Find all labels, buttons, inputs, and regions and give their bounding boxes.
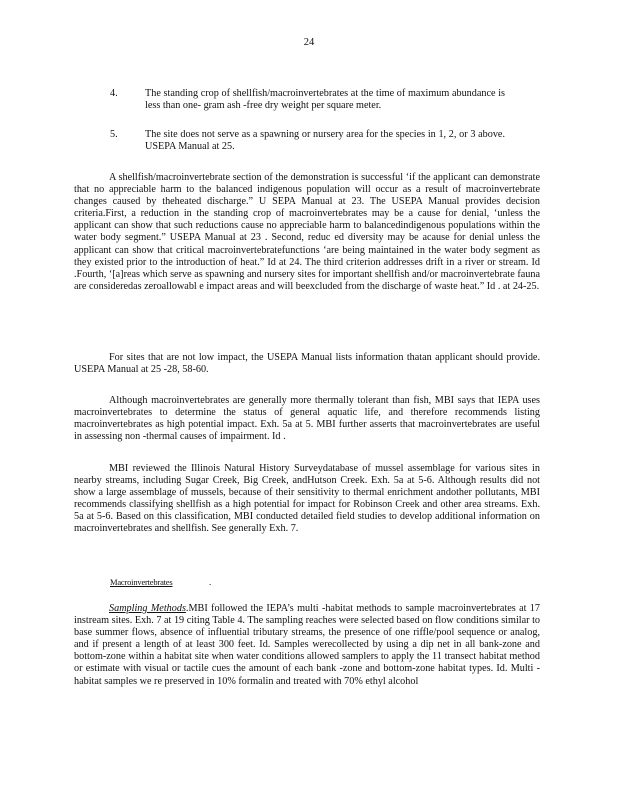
- paragraph-thermal-tolerance: [74, 395, 540, 443]
- list-item-text: The standing crop of shellfish/macroinvertebrates at the time of maximum abundance is less than one- gram ash -free dry weight per square meter.: [145, 88, 505, 112]
- sampling-methods-text: .MBI followed the IEPA’s multi -habitat methods to sample macroinvertebrates at 17 instream sites. Exh. 7 at 19 citing Table 4. The sampling reaches were selected based on flow conditions similar to base summer flows, absence of influential tributary streams, the presence of one riffle/pool sequence or analog, and if present a length of at least 300 feet. Id. Samples werecollected by using a dip net in all bank-zone and bottom-zone within a habitat site when water conditions allowed samplers to apply the 11 transect habitat method or estimate with visual or tactile cues the amount of each bank -zone and bottom-zone habitat types. Id. Multi - habitat samples we re preserved in 10% formalin and treated with 70% ethyl alcohol: [74, 603, 540, 687]
- paragraph-sampling-methods: [74, 603, 540, 688]
- list-item-number: 4.: [110, 88, 118, 99]
- paragraph-text: A shellfish/macroinvertebrate section of the demonstration is successful ‘if the applicant can demonstrate that no appreciable harm to the balanced indigenous population will occur as a result of macroinvertebrate changes caused by theheated discharge.” U SEPA Manual at 23. The USEPA Manual provides decision criteria.First, a reduction in the standing crop of macroinvertebrates may be a cause for denial, ‘unless the applicant can show that such reductions cause no appreciable harm to balancedindigenous populations within the water body segment.” USEPA Manual at 23 . Second, reduc ed diversity may be acause for denial unless the applicant can show that critical macroinvertebratefunctions ‘are being maintained in the water body segment as they existed prior to the introduction of heat.” Id at 24. The third criterion addresses drift in a river or stream. Id .Fourth, ‘[a]reas which serve as spawning and nursery sites for important shellfish and/or macroinvertebrate fauna are consideredas zeroallowabl e impact areas and will beexcluded from the discharge of waste heat.” Id . at 24-25.: [74, 172, 540, 292]
- paragraph-text: [74, 603, 540, 688]
- paragraph-text: Although macroinvertebrates are generally more thermally tolerant than fish, MBI says that IEPA uses macroinvertebrates to determine the status of general aquatic life, and therefore recommends listing macroinvertebrates as high potential impact. Exh. 5a at 5. MBI further asserts that macroinvertebrates are useful in assessing non -thermal causes of impairment. Id .: [74, 395, 540, 443]
- page-number: 24: [303, 37, 315, 48]
- list-item-number: 5.: [110, 129, 118, 140]
- paragraph-not-low-impact: [74, 352, 540, 376]
- list-item-text: The site does not serve as a spawning or nursery area for the species in 1, 2, or 3 above. USEPA Manual at 25.: [145, 129, 505, 153]
- paragraph-mussel-database: [74, 463, 540, 536]
- section-heading: Macroinvertebrates: [110, 577, 173, 587]
- paragraph-criteria: [74, 172, 540, 293]
- sampling-methods-label: Sampling Methods: [109, 603, 186, 614]
- paragraph-text: For sites that are not low impact, the USEPA Manual lists information thatan applicant should provide. USEPA Manual at 25 -28, 58-60.: [74, 352, 540, 376]
- section-heading-dot: .: [209, 577, 212, 587]
- paragraph-text: MBI reviewed the Illinois Natural History Surveydatabase of mussel assemblage for various sites in nearby streams, including Sugar Creek, Big Creek, andHutson Creek. Exh. 5a at 5-6. Although results did not show a large assemblage of mussels, because of their sensitivity to thermal enrichment andother pollutants, MBI recommends classifying shellfish as a high potential for impact for Robinson Creek and other area streams. Exh. 5a at 5-6. Based on this classification, MBI conducted detailed field studies to develop additional information on macroinvertebrates and shellfish. See generally Exh. 7.: [74, 463, 540, 535]
